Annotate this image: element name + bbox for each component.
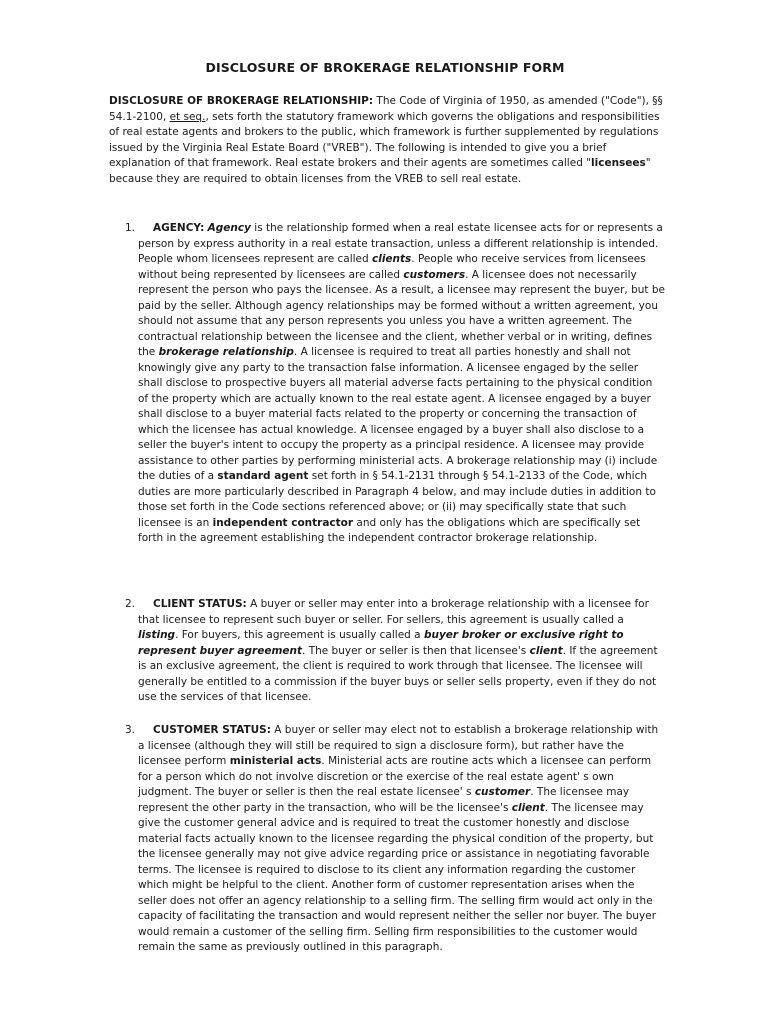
item-text: . People who receive services from licensees without being represented by licensees are called <box>138 253 646 281</box>
intro-text-1: The Code of Virginia of 1950, as amended ("Code"), §§ 54.1-2100, <box>109 95 663 123</box>
item-text: A buyer or seller may elect not to establish a brokerage relationship with a licensee (although they will still be required to sign a disclosure form), but rather have the licensee perform <box>138 724 659 767</box>
item-text: . For buyers, this agreement is usually called a <box>175 629 424 641</box>
item-text: A buyer or seller may enter into a brokerage relationship with a licensee for that licensee to represent such buyer or seller. For sellers, this agreement is usually called a <box>138 598 649 626</box>
list-item-client-status <box>109 597 665 706</box>
item-text: . The buyer or seller is then that licensee's <box>302 644 530 657</box>
item-heading: CLIENT STATUS: <box>153 598 247 610</box>
document-title: DISCLOSURE OF BROKERAGE RELATIONSHIP FORM <box>205 60 565 75</box>
et-seq: et seq. <box>169 110 206 123</box>
term-brokerage-relationship: brokerage relationship <box>158 346 294 358</box>
item-text: and only has the obligations which are specifically set forth in the agreement establishing the independent contractor brokerage relationship. <box>138 516 641 544</box>
item-number: 1. <box>125 222 136 234</box>
term-buyer-broker: buyer broker or exclusive right to represent buyer agreement <box>138 629 624 657</box>
item-heading: CUSTOMER STATUS: <box>153 724 271 736</box>
item-text: . The licensee may represent the other party in the transaction, who will be the licensee's <box>138 786 630 814</box>
list-item-customer-status <box>109 723 665 956</box>
item-heading: AGENCY: <box>153 222 205 234</box>
term-ministerial-acts: ministerial acts <box>229 755 322 767</box>
intro-text-3: " because they are required to obtain licenses from the VREB to sell real estate. <box>109 157 651 185</box>
item-text: . Ministerial acts are routine acts which a licensee can perform for a person which do not involve discretion or the exercise of the real estate agent' s own judgment. The buyer or seller is then the real estate licensee' s <box>138 755 652 798</box>
intro-paragraph <box>109 94 665 187</box>
item-text: . If the agreement is an exclusive agreement, the client is required to work through that licensee. The licensee will generally be entitled to a commission if the buyer buys or seller sells property, even if they do not use the services of that licensee. <box>138 644 658 703</box>
term-independent-contractor: independent contractor <box>212 516 354 529</box>
item-text: . A licensee is required to treat all parties honestly and shall not knowingly give any party to the transaction false information. A licensee engaged by the seller shall disclose to prospective buyers all material adverse facts pertaining to the physical condition of the property which are actually known to the real estate agent. A licensee engaged by a buyer shall disclose to a buyer material facts related to the property or concerning the transaction of which the licensee has actual knowledge. A licensee engaged by a buyer shall also disclose to a seller the buyer's intent to occupy the property as a principal residence. A licensee may provide assistance to other parties by performing ministerial acts. A brokerage relationship may (i) include the duties of a <box>138 346 658 482</box>
term-customers: customers <box>403 268 466 281</box>
term-client: client <box>529 644 563 657</box>
item-text: . The licensee may give the customer general advice and is required to treat the customer honestly and disclose material facts actually known to the licensee regarding the physical condition of the property, but the licensee generally may not give advice regarding price or assistance in negotiating favorable terms. The licensee is required to disclose to its client any information regarding the customer which might be helpful to the client. Another form of customer representation arises when the seller does not offer an agency relationship to a selling firm. The selling firm would act only in the capacity of facilitating the transaction and would represent neither the seller nor buyer. The buyer would remain a customer of the selling firm. Selling firm responsibilities to the customer would remain the same as previously outlined in this paragraph. <box>138 801 657 953</box>
list-item-agency <box>109 221 665 547</box>
term-agency: Agency <box>207 222 251 234</box>
term-customer: customer <box>474 786 531 798</box>
licensees-term: licensees <box>591 157 646 169</box>
item-number: 3. <box>125 724 136 736</box>
term-clients: clients <box>372 253 412 265</box>
intro-label: DISCLOSURE OF BROKERAGE RELATIONSHIP: <box>109 95 374 107</box>
term-client: client <box>511 801 545 814</box>
item-text: . A licensee does not necessarily represent the person who pays the licensee. As a result, a licensee may represent the buyer, but be paid by the seller. Although agency relationships may be formed without a written agreement, you should not assume that any person represents you unless you have a written agreement. The contractual relationship between the licensee and the client, whether verbal or in writing, defines the <box>138 268 666 358</box>
term-standard-agent: standard agent <box>217 470 309 482</box>
item-number: 2. <box>125 598 136 610</box>
intro-text-2: , sets forth the statutory framework which governs the obligations and responsibilities of real estate agents and brokers to the public, which framework is further supplemented by regulations issued by the Virginia Real Estate Board ("VREB"). The following is intended to give you a brief explanation of that framework. Real estate brokers and their agents are sometimes called " <box>109 110 660 169</box>
item-text: is the relationship formed when a real estate licensee acts for or represents a person by express authority in a real estate transaction, unless a different relationship is intended. People whom licensees represent are called <box>138 222 663 265</box>
term-listing: listing <box>138 629 176 641</box>
item-text: set forth in § 54.1-2131 through § 54.1-2133 of the Code, which duties are more particularly described in Paragraph 4 below, and may include duties in addition to those set forth in the Code sections referenced above; or (ii) may specifically state that such licensee is an <box>138 470 656 529</box>
